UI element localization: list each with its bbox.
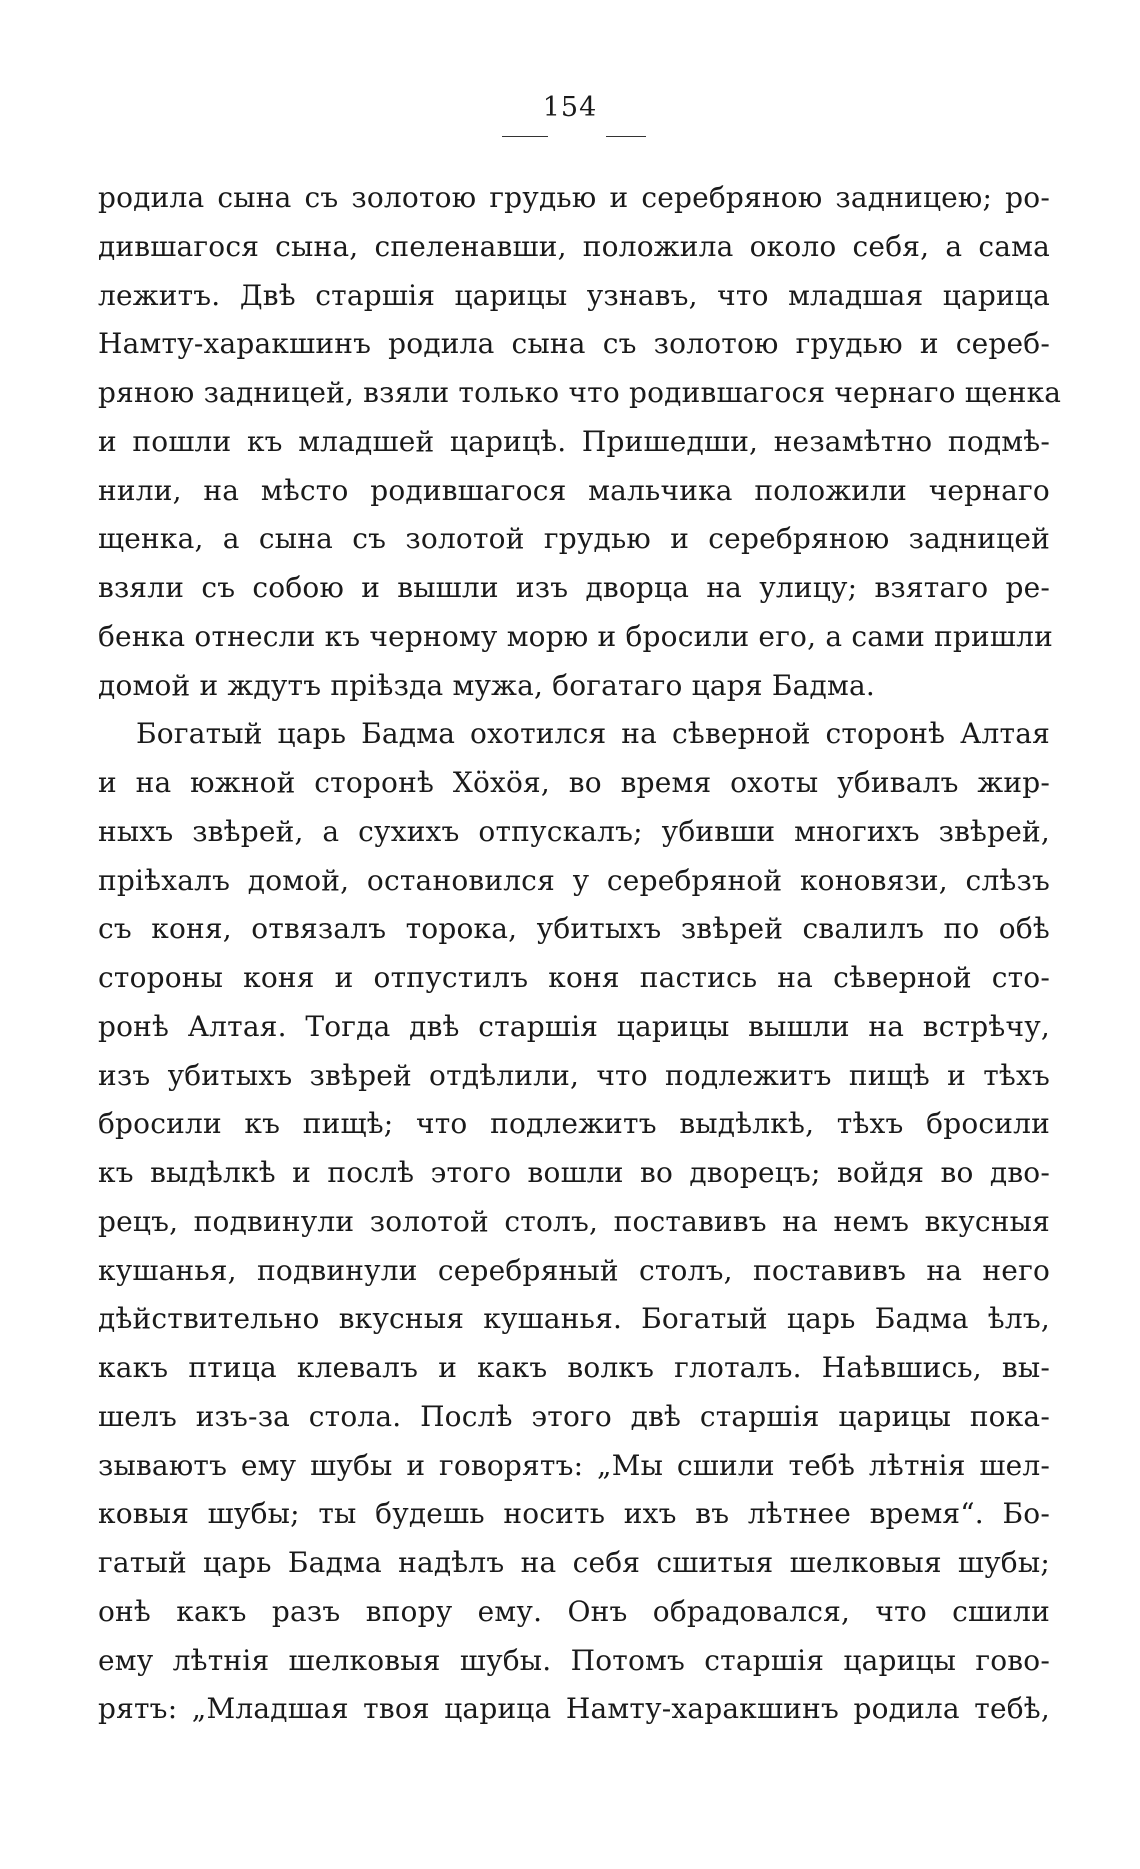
- text-line: бенка отнесли къ черному морю и бросили его, а сами пришли: [98, 619, 1053, 653]
- text-line: стороны коня и отпустилъ коня пастись на сѣверной сто-: [98, 961, 1050, 994]
- text-line: къ выдѣлкѣ и послѣ этого вошли во дворецъ; войдя во дво-: [98, 1156, 1050, 1189]
- text-line: дившагося сына, спеленавши, положила около себя, а сама: [98, 229, 1050, 263]
- page-number: 154: [542, 92, 598, 123]
- text-line: кушанья, подвинули серебряный столъ, поставивъ на него: [98, 1253, 1050, 1287]
- text-line: шелъ изъ-за стола. Послѣ этого двѣ старшія царицы пока-: [98, 1399, 1050, 1433]
- text-line: нили, на мѣсто родившагося мальчика положили чернаго: [98, 473, 1050, 507]
- text-line: взяли съ собою и вышли изъ дворца на улицу; взятаго ре-: [98, 571, 1050, 604]
- text-line: ныхъ звѣрей, а сухихъ отпускалъ; убивши многихъ звѣрей,: [98, 814, 1050, 848]
- text-line: домой и ждутъ пріѣзда мужа, богатаго царя Бадма.: [98, 668, 875, 702]
- header-rule-left: [502, 136, 548, 137]
- text-line: и пошли къ младшей царицѣ. Пришедши, незамѣтно подмѣ-: [98, 424, 1050, 458]
- text-line: родила сына съ золотою грудью и серебряною задницею; ро-: [98, 181, 1050, 214]
- text-line: рецъ, подвинули золотой столъ, поставивъ на немъ вкусныя: [98, 1204, 1050, 1238]
- text-line: ковыя шубы; ты будешь носить ихъ въ лѣтнее время“. Бо-: [98, 1497, 1050, 1531]
- text-line: Намту-харакшинъ родила сына съ золотою грудью и сереб-: [98, 327, 1050, 361]
- text-line: пріѣхалъ домой, остановился у серебряной коновязи, слѣзъ: [98, 863, 1050, 897]
- text-line: онѣ какъ разъ впору ему. Онъ обрадовался, что сшили: [98, 1594, 1050, 1628]
- text-line: ряною задницей, взяли только что родившагося чернаго щенка: [98, 376, 1062, 409]
- body-text: [98, 174, 1062, 1734]
- text-line: зываютъ ему шубы и говорятъ: „Мы сшили тебѣ лѣтнія шел-: [98, 1448, 1050, 1482]
- text-line: и на южной сторонѣ Хöхöя, во время охоты убивалъ жир-: [98, 766, 1050, 799]
- text-line: лежитъ. Двѣ старшія царицы узнавъ, что младшая царица: [98, 278, 1050, 312]
- text-line: съ коня, отвязалъ торока, убитыхъ звѣрей свалилъ по обѣ: [98, 912, 1050, 946]
- text-line: изъ убитыхъ звѣрей отдѣлили, что подлежитъ пищѣ и тѣхъ: [98, 1058, 1050, 1092]
- text-line: ему лѣтнія шелковыя шубы. Потомъ старшія царицы гово-: [98, 1643, 1050, 1677]
- text-line: ронѣ Алтая. Тогда двѣ старшія царицы вышли на встрѣчу,: [98, 1009, 1050, 1043]
- text-line: щенка, а сына съ золотой грудью и серебряною задницей: [98, 522, 1050, 556]
- text-line: Богатый царь Бадма охотился на сѣверной сторонѣ Алтая: [136, 717, 1050, 751]
- page-header: [0, 92, 1140, 123]
- text-line: гатый царь Бадма надѣлъ на себя сшитыя шелковыя шубы;: [98, 1546, 1050, 1579]
- text-line: бросили къ пищѣ; что подлежитъ выдѣлкѣ, тѣхъ бросили: [98, 1107, 1050, 1141]
- text-line: какъ птица клевалъ и какъ волкъ глоталъ. Наѣвшись, вы-: [98, 1351, 1050, 1384]
- header-rule-right: [606, 136, 646, 137]
- text-line: рятъ: „Младшая твоя царица Намту-харакшинъ родила тебѣ,: [98, 1692, 1050, 1726]
- text-line: дѣйствительно вкусныя кушанья. Богатый царь Бадма ѣлъ,: [98, 1302, 1050, 1336]
